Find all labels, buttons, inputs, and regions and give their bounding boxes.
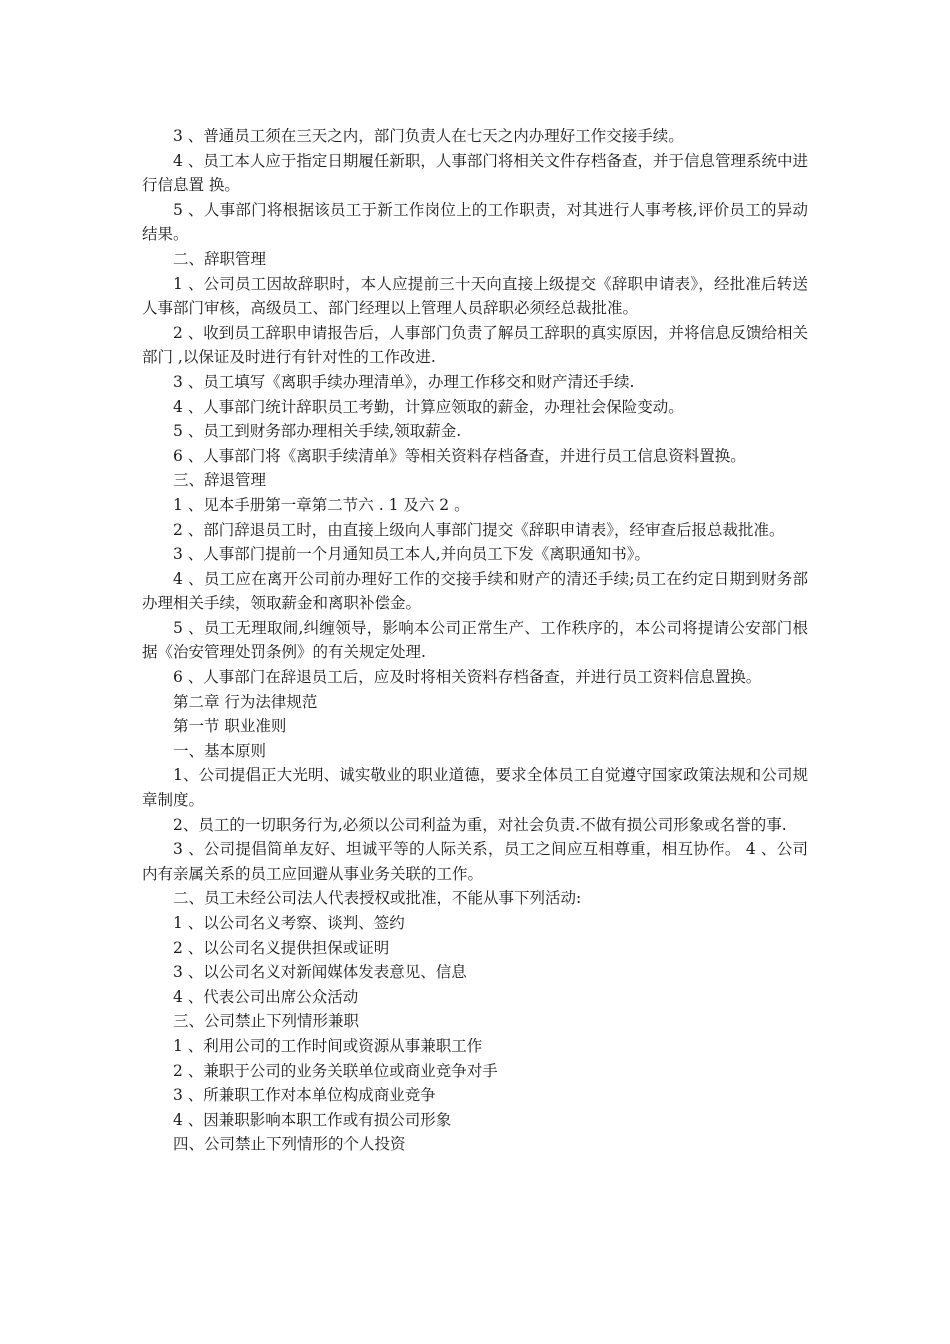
paragraph-transfer-3: 3 、普通员工须在三天之内，部门负责人在七天之内办理好工作交接手续。	[173, 127, 684, 145]
section-heading-dismissal: 三、辞退管理	[173, 471, 267, 490]
section-heading-resignation: 二、辞职管理	[173, 249, 267, 268]
list-item-authorization-1: 1 、以公司名义考察、谈判、签约	[173, 914, 405, 932]
list-item-part-time-2: 2 、兼职于公司的业务关联单位或商业竞争对手	[173, 1061, 498, 1080]
document-body	[142, 124, 808, 1157]
paragraph-dismissal-4: 4 、员工应在离开公司前办理好工作的交接手续和财产的清还手续;员工在约定日期到财务部办理相关手续，领取薪金和离职补偿金。	[142, 569, 808, 613]
paragraph-transfer-5: 5 、人事部门将根据该员工于新工作岗位上的工作职责，对其进行人事考核,评价员工的异动结果。	[142, 200, 808, 244]
list-item-part-time-1: 1 、利用公司的工作时间或资源从事兼职工作	[173, 1036, 483, 1055]
paragraph-resignation-6: 6 、人事部门将《离职手续清单》等相关资料存档备查，并进行员工信息资料置换。	[173, 446, 746, 465]
chapter-heading: 第二章 行为法律规范	[173, 692, 318, 711]
paragraph-dismissal-6: 6 、人事部门在辞退员工后，应及时将相关资料存档备查，并进行员工资料信息置换。	[173, 668, 762, 687]
subsection-heading-principles: 一、基本原则	[173, 741, 267, 760]
subsection-heading-authorization: 二、员工未经公司法人代表授权或批准，不能从事下列活动:	[173, 889, 582, 908]
paragraph-principle-3-4: 3 、公司提倡简单友好、坦诚平等的人际关系，员工之间应互相尊重，相互协作。 4 、公司内有亲属关系的员工应回避从事业务关联的工作。	[142, 840, 808, 883]
paragraph-resignation-5: 5 、员工到财务部办理相关手续,领取薪金.	[173, 422, 462, 441]
list-item-authorization-2: 2 、以公司名义提供担保或证明	[173, 938, 390, 957]
section-heading: 第一节 职业准则	[173, 717, 287, 736]
paragraph-resignation-2: 2 、收到员工辞职申请报告后，人事部门负责了解员工辞职的真实原因，并将信息反馈给相关部门 ,以保证及时进行有针对性的工作改进.	[142, 323, 808, 367]
paragraph-resignation-3: 3 、员工填写《离职手续办理清单》，办理工作移交和财产清还手续.	[173, 372, 635, 391]
paragraph-dismissal-3: 3 、人事部门提前一个月通知员工本人,并向员工下发《离职通知书》。	[173, 545, 650, 564]
subsection-heading-part-time: 三、公司禁止下列情形兼职	[173, 1012, 360, 1031]
paragraph-resignation-1: 1 、公司员工因故辞职时，本人应提前三十天向直接上级提交《辞职申请表》，经批准后转送人事部门审核，高级员工、部门经理以上管理人员辞职必须经总裁批准。	[142, 274, 808, 318]
paragraph-resignation-4: 4 、人事部门统计辞职员工考勤，计算应领取的薪金，办理社会保险变动。	[173, 397, 684, 416]
paragraph-principle-1: 1、公司提倡正大光明、诚实敬业的职业道德，要求全体员工自觉遵守国家政策法规和公司规章制度。	[142, 766, 808, 810]
paragraph-dismissal-5: 5 、员工无理取闹,纠缠领导，影响本公司正常生产、工作秩序的，本公司将提请公安部门根据《治安管理处罚条例》的有关规定处理.	[142, 618, 808, 662]
subsection-heading-investment: 四、公司禁止下列情形的个人投资	[173, 1135, 406, 1154]
list-item-authorization-3: 3 、以公司名义对新闻媒体发表意见、信息	[173, 963, 467, 982]
list-item-part-time-3: 3 、所兼职工作对本单位构成商业竞争	[173, 1086, 436, 1105]
paragraph-principle-2: 2、员工的一切职务行为,必须以公司利益为重，对社会负责.不做有损公司形象或名誉的事.	[173, 815, 787, 834]
paragraph-transfer-4: 4 、员工本人应于指定日期履任新职，人事部门将相关文件存档备查，并于信息管理系统中进行信息置 换。	[142, 151, 808, 195]
paragraph-dismissal-2: 2 、部门辞退员工时，由直接上级向人事部门提交《辞职申请表》，经审查后报总裁批准。	[173, 520, 785, 539]
paragraph-dismissal-1: 1 、见本手册第一章第二节六 . 1 及六 2 。	[173, 495, 470, 514]
list-item-part-time-4: 4 、因兼职影响本职工作或有损公司形象	[173, 1110, 452, 1129]
list-item-authorization-4: 4 、代表公司出席公众活动	[173, 987, 359, 1006]
